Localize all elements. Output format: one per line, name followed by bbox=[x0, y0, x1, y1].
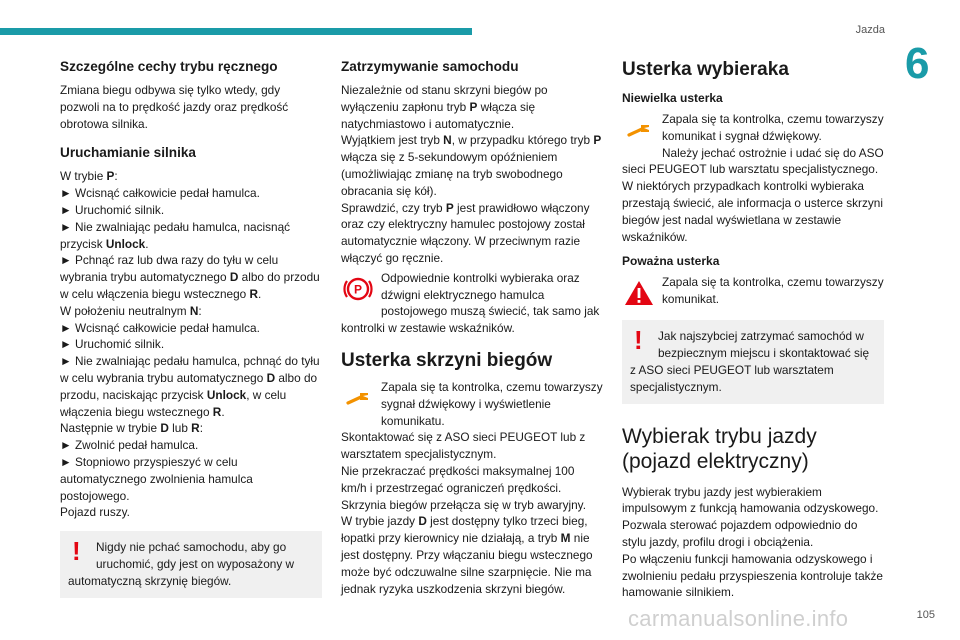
heading-manual-mode: Szczególne cechy trybu ręcznego bbox=[60, 59, 278, 74]
heading-drive-selector: Wybierak trybu jazdy (pojazd elektryczny) bbox=[622, 424, 817, 473]
section-title: Jazda bbox=[855, 24, 885, 36]
warning-box bbox=[60, 531, 322, 597]
exclamation-icon: ! bbox=[634, 325, 643, 356]
warning-text: Nigdy nie pchać samochodu, aby go uruchomić, gdy jest on wyposażony w automatyczną skrzynię biegów. bbox=[68, 540, 295, 588]
wrench-icon bbox=[622, 113, 656, 147]
parking-brake-icon bbox=[341, 272, 375, 306]
subheading-major-fault: Poważna usterka bbox=[622, 254, 720, 269]
wrench-icon bbox=[341, 381, 375, 415]
top-accent-bar bbox=[0, 28, 472, 35]
column-3: Usterka wybieraka Niewielka usterka Zapala się ta kontrolka, czemu towarzyszy komunikat i sygnał dźwiękowy. Należy jechać ostrożnie i udać się do ASO sieci PEUGEOT lub warsztatu specjalistycznego. W niektórych przypadkach kontrolki wybieraka przestają świecić, ale informacja o usterce skrzyni biegów jest nadal wyświetlana w zestawie wskaźników. Poważna usterka Zapala się ta kontrolka, czemu towarzyszy komunikat. ! Jak najszybciej zatrzymać samochód w bezpiecznym miejscu i skontaktować się z ASO sieci PEUGEOT lub warsztatem specjalistycznym. Wybierak trybu jazdy (pojazd elektryczny) Wybierak trybu jazdy jest wybierakiem impulsowym z funkcją hamowania odzyskowego. Pozwala sterować pojazdem odpowiednio do stylu jazdy, profilu drogi i obciążenia. Po włączeniu funkcji hamowania odzyskowego i zwolnieniu pedału przyspieszenia kontroluje także hamowanie silnikiem. bbox=[622, 59, 884, 600]
warning-box bbox=[622, 320, 884, 403]
page-number: 105 bbox=[916, 609, 935, 621]
heading-stopping: Zatrzymywanie samochodu bbox=[341, 59, 519, 74]
column-2: Zatrzymywanie samochodu Niezależnie od stanu skrzyni biegów po wyłączeniu zapłonu tryb P włącza się natychmiastowo i automatycznie. Wyjątkiem jest tryb N, w przypadku którego tryb P włącza się z 5-sekundowym opóźnieniem (umożliwiając zmianę na tryb swobodnego obracania się kół). Sprawdzić, czy tryb P jest prawidłowo włączony oraz czy elektryczny hamulec postojowy został automatycznie włączony. W przeciwnym razie włączyć go ręcznie. P Odpowiednie kontrolki wybieraka oraz dźwigni elektrycznego hamulca postojowego muszą świecić, tak samo jak kontrolki w zestawie wskaźników. Usterka skrzyni biegów Zapala się ta kontrolka, czemu towarzyszy sygnał dźwiękowy i wyświetlenie komunikatu. Skontaktować się z ASO sieci PEUGEOT lub z warsztatem specjalistycznym. Nie przekraczać prędkości maksymalnej 100 km/h i przestrzegać ograniczeń prędkości. Skrzynia biegów przełącza się w tryb awaryjny. W trybie jazdy D jest dostępny tylko trzeci bieg, łopatki przy kierownicy nie działają, a tryb M nie jest dostępny. Przy włączaniu biegu wstecznego może być odczuwalne silne szarpnięcie. Nie ma jednak ryzyka uszkodzenia skrzyni biegów. bbox=[341, 59, 603, 596]
engine-start-steps: W trybie P: ► Wcisnąć całkowicie pedał hamulca. ► Uruchomić silnik. ► Nie zwalniając pedału hamulca, nacisnąć przycisk Unlock. ► Pchnąć raz lub dwa razy do tyłu w celu wybrania trybu automatycznego D albo do przodu w celu włączenia biegu wstecznego R. W położeniu neutralnym N: ► Wcisnąć całkowicie pedał hamulca. ► Uruchomić silnik. ► Nie zwalniając pedału hamulca, pchnąć do tyłu w celu wybrania trybu automatycznego D albo do przodu, naciskając przycisk Unlock, w celu włączenia biegu wstecznego R. Następnie w trybie D lub R: ► Zwolnić pedał hamulca. ► Stopniowo przyspieszyć w celu automatycznego zwolnienia hamulca postojowego. Pojazd ruszy. bbox=[60, 169, 320, 520]
warning-triangle-icon bbox=[622, 276, 656, 310]
paragraph-manual-mode: Zmiana biegu odbywa się tylko wtedy, gdy pozwoli na to prędkość jazdy oraz prędkość obrotowa silnika. bbox=[60, 83, 289, 131]
subheading-minor-fault: Niewielka usterka bbox=[622, 91, 723, 105]
svg-text:P: P bbox=[353, 282, 363, 297]
exclamation-icon: ! bbox=[72, 536, 81, 567]
heading-selector-fault: Usterka wybieraka bbox=[622, 59, 789, 80]
parking-indicator-text: Odpowiednie kontrolki wybieraka oraz dźwigni elektrycznego hamulca postojowego muszą świecić, tak samo jak kontrolki w zestawie wskaźników. bbox=[341, 270, 600, 336]
heading-gearbox-fault: Usterka skrzyni biegów bbox=[341, 349, 553, 371]
chapter-number: 6 bbox=[905, 39, 930, 88]
warning-text: Jak najszybciej zatrzymać samochód w bezpiecznym miejscu i skontaktować się z ASO sieci PEUGEOT lub warsztatem specjalistycznym. bbox=[630, 329, 870, 394]
column-1 bbox=[60, 58, 322, 598]
heading-engine-start: Uruchamianie silnika bbox=[60, 145, 196, 161]
watermark: carmanualsonline.info bbox=[628, 606, 849, 631]
